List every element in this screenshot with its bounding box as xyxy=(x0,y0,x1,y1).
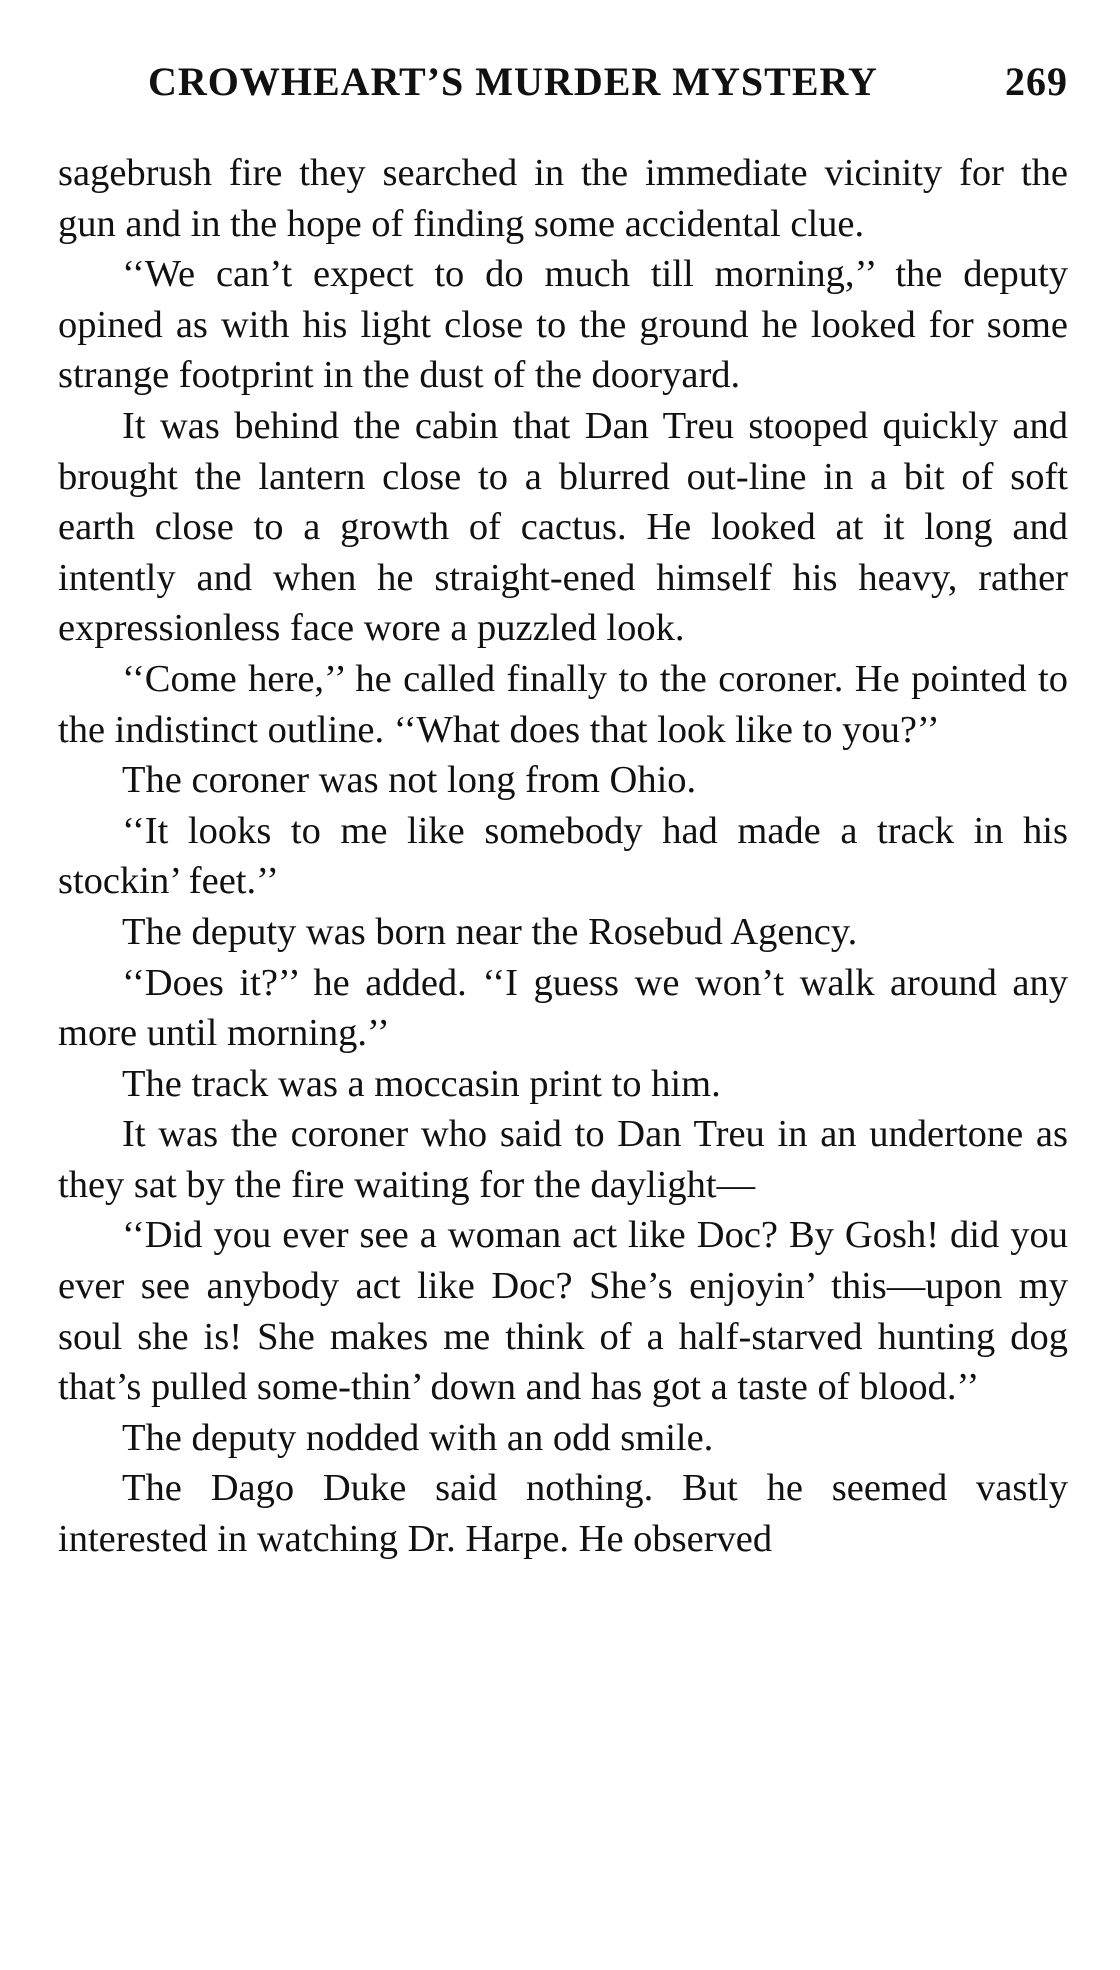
running-title: CROWHEART’S MURDER MYSTERY xyxy=(148,59,878,104)
paragraph: The deputy nodded with an odd smile. xyxy=(122,1416,714,1459)
page-number: 269 xyxy=(1005,59,1068,104)
paragraph: ‘‘Does it?’’ he added. ‘‘I guess we won’t walk around any more until morning.’’ xyxy=(58,961,1068,1055)
paragraph: The Dago Duke said nothing. But he seemed vastly interested in watching Dr. Harpe. He observed xyxy=(58,1467,1068,1561)
paragraph: ‘‘We can’t expect to do much till morning,’’ the deputy opined as with his light close to the ground he looked for some strange footprint in the dust of the dooryard. xyxy=(58,253,1068,397)
running-header xyxy=(148,58,1068,108)
paragraph: The track was a moccasin print to him. xyxy=(122,1062,721,1105)
body-text xyxy=(58,148,1068,1565)
paragraph: It was behind the cabin that Dan Treu stooped quickly and brought the lantern close to a blurred out-line in a bit of soft earth close to a growth of cactus. He looked at it long and intently and when he straight-ened himself his heavy, rather expressionless face wore a puzzled look. xyxy=(58,404,1068,650)
paragraph: sagebrush fire they searched in the immediate vicinity for the gun and in the hope of finding some accidental clue. xyxy=(58,152,1068,245)
paragraph: The coroner was not long from Ohio. xyxy=(122,759,697,802)
paragraph: ‘‘Did you ever see a woman act like Doc? By Gosh! did you ever see anybody act like Doc? She’s enjoyin’ this—upon my soul she is! She makes me think of a half-starved hunting dog that’s pulled some-thin’ down and has got a taste of blood.’’ xyxy=(58,1214,1068,1409)
paragraph: ‘‘Come here,’’ he called finally to the coroner. He pointed to the indistinct outline. ‘‘What does that look like to you?’’ xyxy=(58,657,1068,751)
paragraph: ‘‘It looks to me like somebody had made a track in his stockin’ feet.’’ xyxy=(58,809,1068,903)
paragraph: The deputy was born near the Rosebud Agency. xyxy=(122,910,858,953)
paragraph: It was the coroner who said to Dan Treu in an undertone as they sat by the fire waiting for the daylight— xyxy=(58,1113,1068,1206)
